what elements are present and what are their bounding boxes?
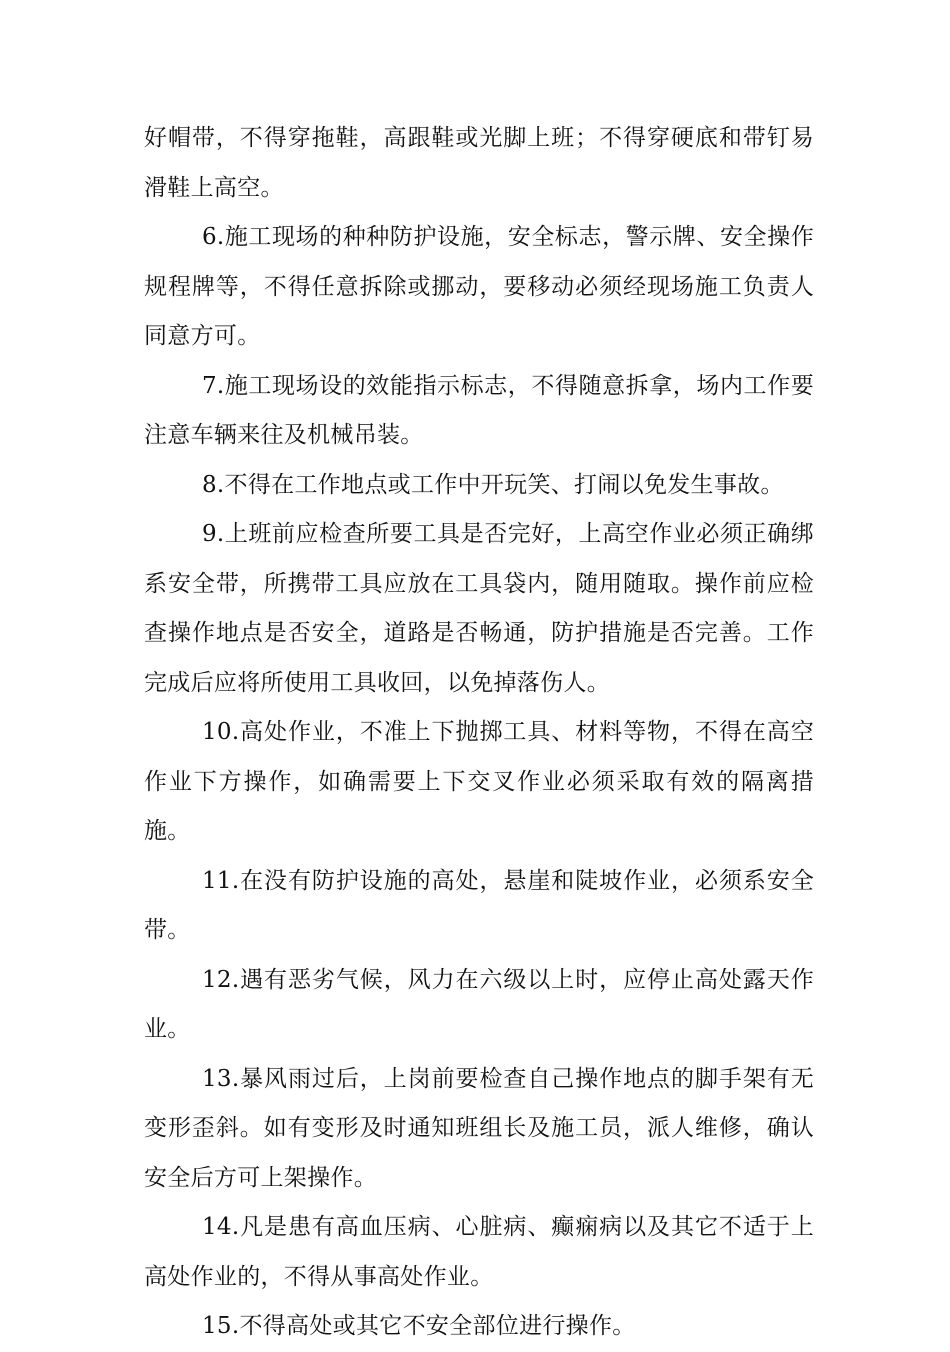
paragraph-item-15: 15.不得高处或其它不安全部位进行操作。 xyxy=(202,1313,636,1339)
paragraph-item-8: 8.不得在工作地点或工作中开玩笑、打闹以免发生事故。 xyxy=(202,471,784,498)
paragraph-item-6: 6.施工现场的种种防护设施，安全标志，警示牌、安全操作规程牌等，不得任意拆除或挪动，要移动必须经现场施工负责人同意方可。 xyxy=(144,224,814,349)
paragraph-item-14: 14.凡是患有高血压病、心脏病、癫痫病以及其它不适于上高处作业的，不得从事高处作业。 xyxy=(144,1214,814,1290)
paragraph-item-13: 13.暴风雨过后，上岗前要检查自己操作地点的脚手架有无变形歪斜。如有变形及时通知班组长及施工员，派人维修，确认安全后方可上架操作。 xyxy=(144,1065,814,1191)
paragraph-item-11: 11.在没有防护设施的高处，悬崖和陡坡作业，必须系安全带。 xyxy=(144,867,814,943)
paragraph-item-7: 7.施工现场设的效能指示标志，不得随意拆拿，场内工作要注意车辆来往及机械吊装。 xyxy=(144,372,814,448)
paragraph-item-10: 10.高处作业，不准上下抛掷工具、材料等物，不得在高空作业下方操作，如确需要上下交叉作业必须采取有效的隔离措施。 xyxy=(144,719,814,844)
paragraph-item-9: 9.上班前应检查所要工具是否完好，上高空作业必须正确绑系安全带，所携带工具应放在工具袋内，随用随取。操作前应检查操作地点是否安全，道路是否畅通，防护措施是否完善。工作完成后应将所使用工具收回，以免掉落伤人。 xyxy=(144,521,814,696)
paragraph-item-12: 12.遇有恶劣气候，风力在六级以上时，应停止高处露天作业。 xyxy=(144,966,814,1042)
document-body xyxy=(144,114,814,1352)
paragraph-continuation: 好帽带，不得穿拖鞋，高跟鞋或光脚上班；不得穿硬底和带钉易滑鞋上高空。 xyxy=(144,125,814,201)
